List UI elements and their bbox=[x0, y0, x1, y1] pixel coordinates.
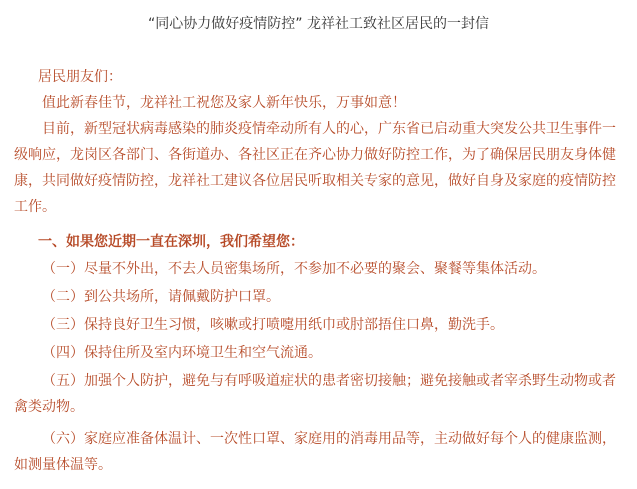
advice-item: （四）保持住所及室内环境卫生和空气流通。 bbox=[42, 345, 322, 361]
letter-greeting: 居民朋友们： bbox=[38, 69, 122, 85]
advice-item: （二）到公共场所，请佩戴防护口罩。 bbox=[42, 289, 280, 305]
advice-item: （一）尽量不外出，不去人员密集场所，不参加不必要的聚会、聚餐等集体活动。 bbox=[42, 261, 546, 277]
paragraph-epidemic-situation: 目前，新型冠状病毒感染的肺炎疫情牵动所有人的心，广东省已启动重大突发公共卫生事件一级响应，龙岗区各部门、各街道办、各社区正在齐心协力做好防控工作，为了确保居民朋友身体健康，共同做好疫情防控，龙祥社工建议各位居民听取相关专家的意见，做好自身及家庭的疫情防控工作。 bbox=[14, 121, 616, 215]
advice-item: （五）加强个人防护，避免与有呼吸道症状的患者密切接触；避免接触或者宰杀野生动物或者禽类动物。 bbox=[14, 373, 616, 415]
letter-title: “同心协力做好疫情防控” 龙祥社工致社区居民的一封信 bbox=[148, 16, 489, 32]
advice-item: （三）保持良好卫生习惯，咳嗽或打喷嚏用纸巾或肘部捂住口鼻，勤洗手。 bbox=[42, 317, 504, 333]
paragraph-new-year-wishes: 值此新春佳节，龙祥社工祝您及家人新年快乐，万事如意！ bbox=[42, 95, 406, 111]
advice-item: （六）家庭应准备体温计、一次性口罩、家庭用的消毒用品等，主动做好每个人的健康监测，如测量体温等。 bbox=[14, 431, 616, 473]
section-heading: 一、如果您近期一直在深圳，我们希望您： bbox=[38, 234, 304, 250]
